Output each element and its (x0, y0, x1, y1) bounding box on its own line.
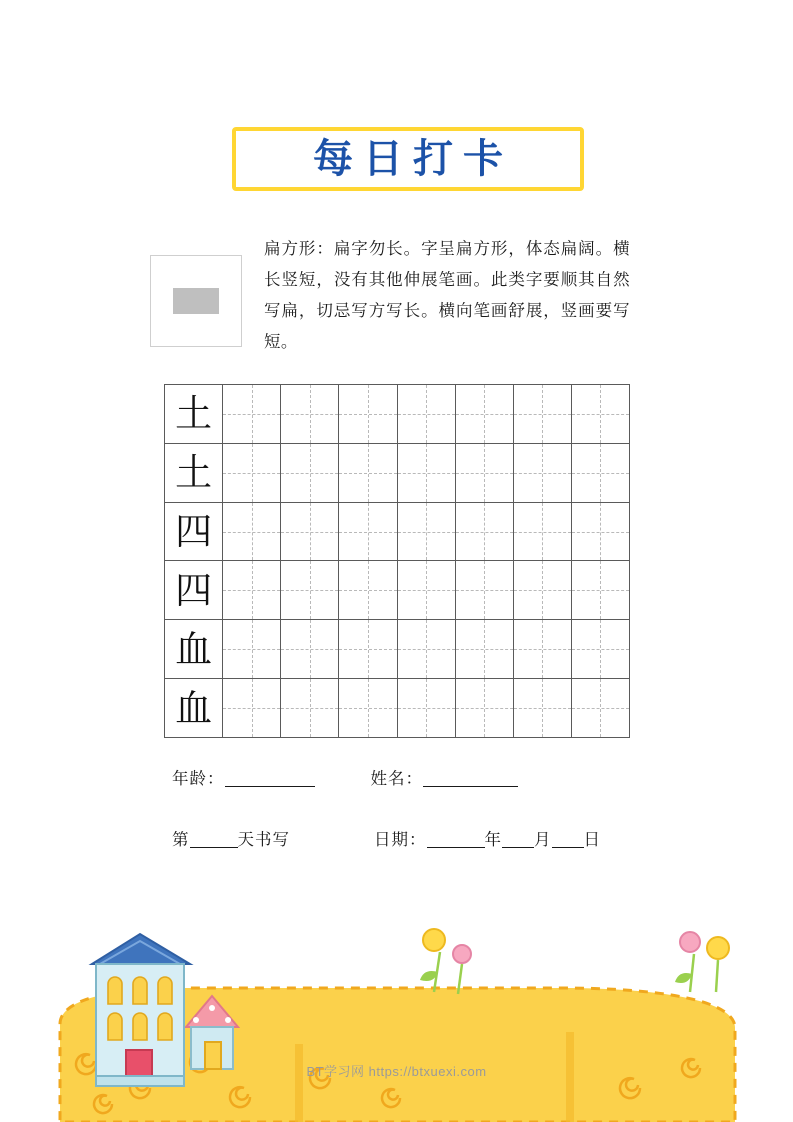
grid-cell[interactable] (223, 444, 281, 502)
grid-cell[interactable] (281, 503, 339, 561)
grid-cell[interactable] (456, 620, 514, 678)
grid-cell[interactable] (456, 385, 514, 443)
grid-cell-character (165, 561, 223, 619)
grid-cell[interactable] (514, 503, 572, 561)
footer-illustration (0, 892, 793, 1122)
grid-cell[interactable] (572, 620, 629, 678)
month-input-line[interactable] (502, 847, 534, 848)
practice-grid (164, 384, 630, 738)
grid-character: 土 (175, 451, 213, 495)
watermark: BT学习网 https://btxuexi.com (306, 1064, 487, 1079)
grid-cell[interactable] (223, 620, 281, 678)
grid-cell[interactable] (339, 561, 397, 619)
grid-row (165, 561, 629, 620)
grid-row (165, 444, 629, 503)
grid-cell-character (165, 679, 223, 737)
sample-character-box (150, 255, 242, 347)
grid-cell[interactable] (281, 444, 339, 502)
year-unit-label: 年 (484, 830, 502, 849)
grid-cell[interactable] (456, 503, 514, 561)
age-label: 年龄： (172, 769, 225, 788)
grid-cell[interactable] (339, 503, 397, 561)
form-row-identity (172, 765, 518, 789)
grid-character: 血 (175, 686, 213, 730)
form-row-date (172, 826, 601, 850)
grid-character: 血 (175, 627, 213, 671)
page-title: 每日打卡 (313, 136, 513, 182)
grid-cell[interactable] (514, 444, 572, 502)
day-suffix-label: 天书写 (237, 830, 290, 849)
day-unit-label: 日 (583, 830, 601, 849)
grid-cell[interactable] (223, 561, 281, 619)
grid-cell-character (165, 503, 223, 561)
grid-cell[interactable] (281, 679, 339, 737)
grid-cell[interactable] (398, 679, 456, 737)
grid-cell-character (165, 620, 223, 678)
grid-cell[interactable] (572, 385, 629, 443)
grid-cell[interactable] (398, 620, 456, 678)
month-unit-label: 月 (534, 830, 552, 849)
grid-row (165, 385, 629, 444)
year-input-line[interactable] (427, 847, 485, 848)
age-input-line[interactable] (225, 786, 315, 787)
day-input-line[interactable] (552, 847, 584, 848)
grid-cell[interactable] (572, 503, 629, 561)
sample-character-placeholder (173, 288, 219, 314)
day-prefix-label: 第 (172, 830, 190, 849)
grid-cell[interactable] (339, 679, 397, 737)
date-label: 日期： (374, 830, 427, 849)
grid-character: 四 (175, 568, 213, 612)
grid-cell-character (165, 444, 223, 502)
grid-cell[interactable] (572, 444, 629, 502)
page-title-box (232, 127, 584, 191)
grid-cell[interactable] (339, 385, 397, 443)
grid-cell[interactable] (572, 561, 629, 619)
grid-character: 土 (175, 392, 213, 436)
grid-cell[interactable] (398, 561, 456, 619)
grid-cell[interactable] (339, 444, 397, 502)
grid-cell[interactable] (514, 561, 572, 619)
grid-cell[interactable] (281, 385, 339, 443)
grid-cell[interactable] (456, 444, 514, 502)
grid-row (165, 620, 629, 679)
grid-row (165, 679, 629, 737)
name-label: 姓名： (370, 769, 423, 788)
grid-cell[interactable] (572, 679, 629, 737)
grid-cell[interactable] (514, 620, 572, 678)
grid-cell[interactable] (456, 679, 514, 737)
grid-cell[interactable] (281, 620, 339, 678)
grid-cell-character (165, 385, 223, 443)
grid-cell[interactable] (281, 561, 339, 619)
grid-cell[interactable] (223, 503, 281, 561)
grid-cell[interactable] (398, 385, 456, 443)
grid-cell[interactable] (456, 561, 514, 619)
grid-row (165, 503, 629, 562)
day-number-input-line[interactable] (190, 847, 238, 848)
grid-cell[interactable] (223, 679, 281, 737)
grid-character: 四 (175, 510, 213, 554)
grid-cell[interactable] (398, 444, 456, 502)
grid-cell[interactable] (514, 679, 572, 737)
grid-cell[interactable] (514, 385, 572, 443)
description-text: 扁方形：扁字勿长。字呈扁方形，体态扁阔。横长竖短，没有其他伸展笔画。此类字要顺其自然写扁，切忌写方写长。横向笔画舒展，竖画要写短。 (264, 239, 630, 351)
grid-cell[interactable] (398, 503, 456, 561)
name-input-line[interactable] (423, 786, 518, 787)
grid-cell[interactable] (223, 385, 281, 443)
grid-cell[interactable] (339, 620, 397, 678)
